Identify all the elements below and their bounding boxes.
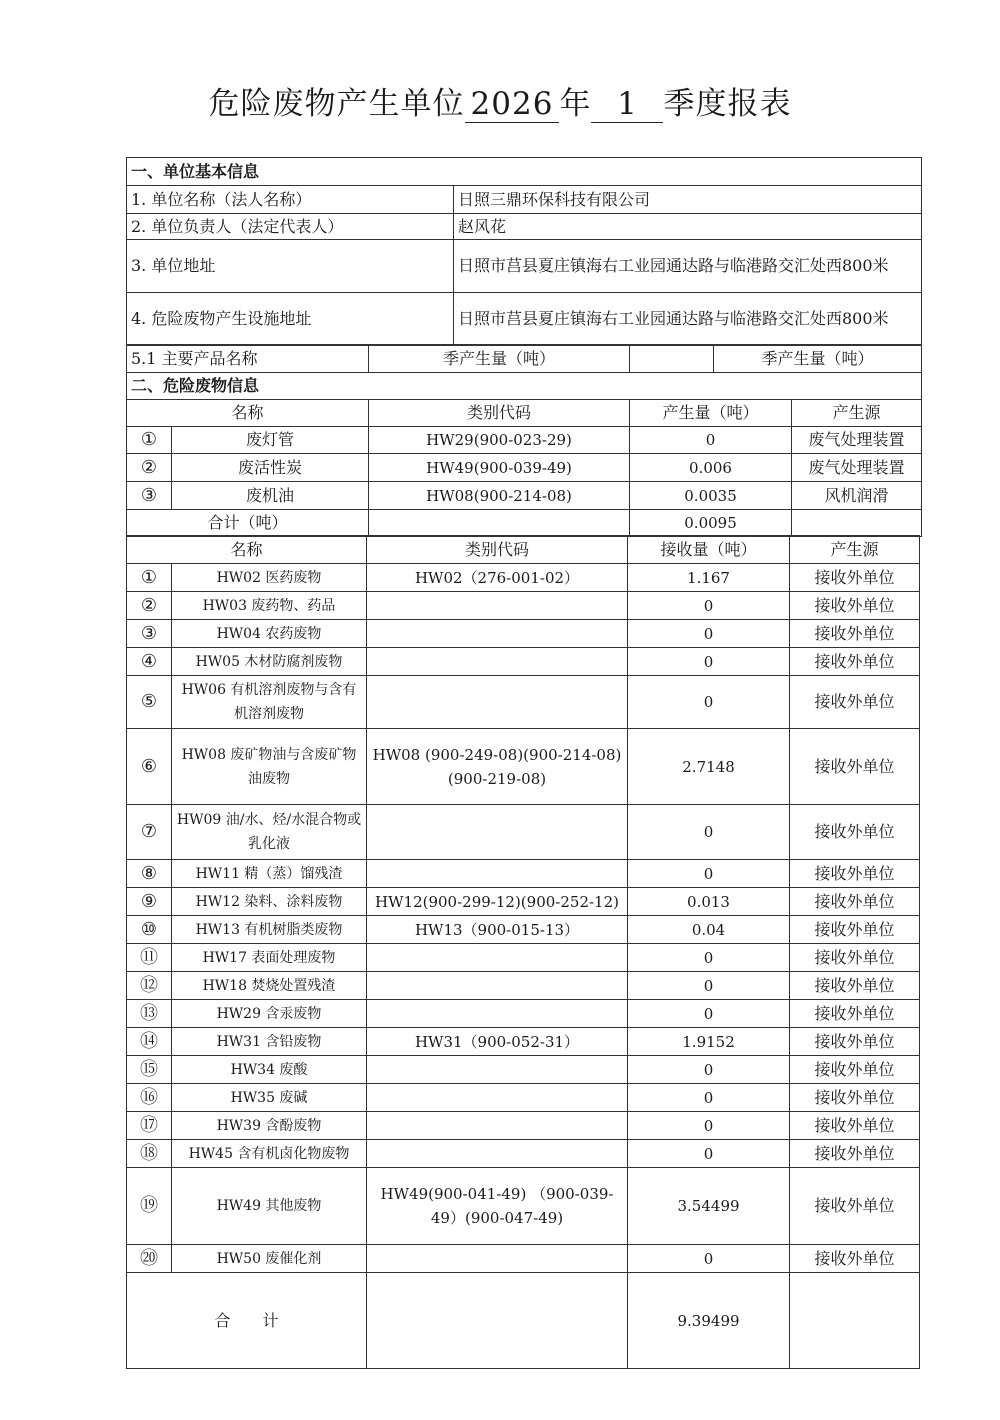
waste-amount: 0 [628,676,790,729]
title-prefix: 危险废物产生单位 [208,86,465,122]
row-number: ⑥ [127,729,172,805]
section1-header: 一、单位基本信息 [127,158,922,186]
row-number: ⑮ [127,1056,172,1084]
header-amount: 接收量（吨） [628,536,790,564]
row-number: ④ [127,648,172,676]
page-title [0,78,1000,123]
table-row [127,564,920,592]
waste-source: 风机润滑 [792,482,922,510]
title-suffix: 季度报表 [663,86,792,122]
waste-amount: 3.54499 [628,1168,790,1245]
waste-code: HW08(900-214-08) [369,482,630,510]
row-number: ⑦ [127,805,172,860]
waste-name: HW06 有机溶剂废物与含有机溶剂废物 [172,676,367,729]
row-number: ② [127,454,172,482]
products-label: 5.1 主要产品名称 [127,345,369,373]
total-value: 9.39499 [628,1273,790,1369]
waste-name: HW39 含酚废物 [172,1112,367,1140]
row-number: ⑰ [127,1112,172,1140]
table-row [127,805,920,860]
row-number: ⑱ [127,1140,172,1168]
waste-source: 废气处理装置 [792,427,922,454]
waste-amount: 0 [628,620,790,648]
waste-code: HW49(900-039-49) [369,454,630,482]
row-number: ⑯ [127,1084,172,1112]
table-row [127,427,922,454]
waste-source: 接收外单位 [790,1112,920,1140]
table-row [127,1000,920,1028]
waste-name: HW29 含汞废物 [172,1000,367,1028]
waste-name: HW13 有机树脂类废物 [172,916,367,944]
waste-source: 接收外单位 [790,1245,920,1273]
waste-amount: 0 [628,1056,790,1084]
waste-amount: 0.04 [628,916,790,944]
waste-code [367,1084,628,1112]
waste-name: HW08 废矿物油与含废矿物油废物 [172,729,367,805]
waste-source: 接收外单位 [790,972,920,1000]
header-code: 类别代码 [367,536,628,564]
waste-code [367,860,628,888]
waste-amount: 0 [628,1112,790,1140]
waste-name: HW35 废碱 [172,1084,367,1112]
header-source: 产生源 [790,536,920,564]
waste-amount: 1.9152 [628,1028,790,1056]
waste-code: HW12(900-299-12)(900-252-12) [367,888,628,916]
row-number: ⑤ [127,676,172,729]
row-number: ⑧ [127,860,172,888]
table-row [127,916,920,944]
waste-name: HW11 精（蒸）馏残渣 [172,860,367,888]
header-amount: 产生量（吨） [630,400,792,427]
waste-code [367,972,628,1000]
waste-code: HW31（900-052-31） [367,1028,628,1056]
table-row [127,1028,920,1056]
row-number: ⑳ [127,1245,172,1273]
basic-info-table [126,157,922,346]
waste-name: HW09 油/水、烃/水混合物或乳化液 [172,805,367,860]
waste-amount: 0 [628,860,790,888]
title-year-suffix: 年 [559,86,592,122]
total-label: 合 计 [127,1273,367,1369]
waste-amount: 0 [628,1245,790,1273]
table-row [127,944,920,972]
waste-source: 接收外单位 [790,676,920,729]
table-row [127,676,920,729]
table-row [127,1112,920,1140]
total-empty [367,1273,628,1369]
waste-source: 接收外单位 [790,620,920,648]
waste-source: 接收外单位 [790,1028,920,1056]
table-row [127,972,920,1000]
generated-waste-table [126,344,922,537]
row-number: ⑬ [127,1000,172,1028]
table-row [127,648,920,676]
waste-name: HW03 废药物、药品 [172,592,367,620]
header-source: 产生源 [792,400,922,427]
basic-info-value: 日照市莒县夏庄镇海右工业园通达路与临港路交汇处西800米 [454,240,922,293]
waste-code [367,1140,628,1168]
products-col3: 季产生量（吨） [714,345,922,373]
waste-code: HW02（276-001-02） [367,564,628,592]
basic-info-label: 1. 单位名称（法人名称） [127,186,454,214]
row-number: ⑫ [127,972,172,1000]
row-number: ⑭ [127,1028,172,1056]
waste-source: 接收外单位 [790,1000,920,1028]
waste-name: HW05 木材防腐剂废物 [172,648,367,676]
table-row [127,592,920,620]
table-row [127,1168,920,1245]
waste-code [367,676,628,729]
waste-code [367,805,628,860]
waste-code [367,1112,628,1140]
waste-source: 接收外单位 [790,564,920,592]
table-row [127,454,922,482]
waste-name: 废灯管 [172,427,369,454]
waste-source: 接收外单位 [790,860,920,888]
received-waste-table [126,535,920,1369]
waste-amount: 0.006 [630,454,792,482]
table-row [127,1056,920,1084]
waste-code: HW49(900-041-49) （900-039-49）(900-047-49) [367,1168,628,1245]
row-number: ③ [127,620,172,648]
waste-name: HW49 其他废物 [172,1168,367,1245]
row-number: ⑪ [127,944,172,972]
waste-code [367,1245,628,1273]
table-row [127,482,922,510]
report-year: 2026 [465,86,560,123]
header-name: 名称 [127,536,367,564]
waste-name: 废活性炭 [172,454,369,482]
waste-code [367,1000,628,1028]
table-row [127,1245,920,1273]
waste-source: 接收外单位 [790,1168,920,1245]
waste-source: 接收外单位 [790,648,920,676]
waste-source: 接收外单位 [790,729,920,805]
row-number: ② [127,592,172,620]
waste-code: HW13（900-015-13） [367,916,628,944]
waste-name: HW12 染料、涂料废物 [172,888,367,916]
row-number: ① [127,564,172,592]
waste-source: 接收外单位 [790,805,920,860]
basic-info-value: 日照市莒县夏庄镇海右工业园通达路与临港路交汇处西800米 [454,293,922,346]
gen-total-value: 0.0095 [630,510,792,537]
header-code: 类别代码 [369,400,630,427]
waste-source: 废气处理装置 [792,454,922,482]
gen-total-label: 合计（吨） [127,510,369,537]
basic-info-label: 2. 单位负责人（法定代表人） [127,214,454,240]
waste-name: HW34 废酸 [172,1056,367,1084]
basic-info-value: 日照三鼎环保科技有限公司 [454,186,922,214]
basic-info-value: 赵风花 [454,214,922,240]
waste-name: HW31 含铅废物 [172,1028,367,1056]
row-number: ③ [127,482,172,510]
row-number: ① [127,427,172,454]
waste-amount: 0 [628,1140,790,1168]
row-number: ⑩ [127,916,172,944]
basic-info-label: 3. 单位地址 [127,240,454,293]
waste-name: HW50 废催化剂 [172,1245,367,1273]
waste-code [367,592,628,620]
waste-name: HW17 表面处理废物 [172,944,367,972]
table-row [127,1140,920,1168]
total-empty [790,1273,920,1369]
waste-source: 接收外单位 [790,1140,920,1168]
table-row [127,620,920,648]
gen-total-empty [369,510,630,537]
waste-source: 接收外单位 [790,944,920,972]
waste-source: 接收外单位 [790,1084,920,1112]
waste-name: HW02 医药废物 [172,564,367,592]
waste-code [367,620,628,648]
waste-amount: 0 [630,427,792,454]
waste-source: 接收外单位 [790,1056,920,1084]
waste-amount: 0 [628,1084,790,1112]
row-number: ⑨ [127,888,172,916]
waste-amount: 0 [628,648,790,676]
waste-amount: 0.0035 [630,482,792,510]
report-quarter: 1 [591,86,663,123]
waste-amount: 2.7148 [628,729,790,805]
waste-code: HW08 (900-249-08)(900-214-08) (900-219-08) [367,729,628,805]
waste-amount: 1.167 [628,564,790,592]
table-row [127,1084,920,1112]
products-empty [630,345,714,373]
gen-total-empty [792,510,922,537]
header-name: 名称 [127,400,369,427]
waste-source: 接收外单位 [790,592,920,620]
section2-header: 二、危险废物信息 [127,373,922,400]
waste-code: HW29(900-023-29) [369,427,630,454]
waste-amount: 0 [628,1000,790,1028]
waste-amount: 0.013 [628,888,790,916]
waste-name: 废机油 [172,482,369,510]
waste-name: HW45 含有机卤化物废物 [172,1140,367,1168]
table-row [127,860,920,888]
waste-amount: 0 [628,944,790,972]
waste-code [367,944,628,972]
table-row [127,729,920,805]
row-number: ⑲ [127,1168,172,1245]
table-row [127,888,920,916]
waste-source: 接收外单位 [790,888,920,916]
products-col2: 季产生量（吨） [369,345,630,373]
waste-amount: 0 [628,805,790,860]
basic-info-label: 4. 危险废物产生设施地址 [127,293,454,346]
waste-code [367,648,628,676]
waste-amount: 0 [628,972,790,1000]
waste-name: HW18 焚烧处置残渣 [172,972,367,1000]
waste-code [367,1056,628,1084]
waste-amount: 0 [628,592,790,620]
waste-source: 接收外单位 [790,916,920,944]
waste-name: HW04 农药废物 [172,620,367,648]
